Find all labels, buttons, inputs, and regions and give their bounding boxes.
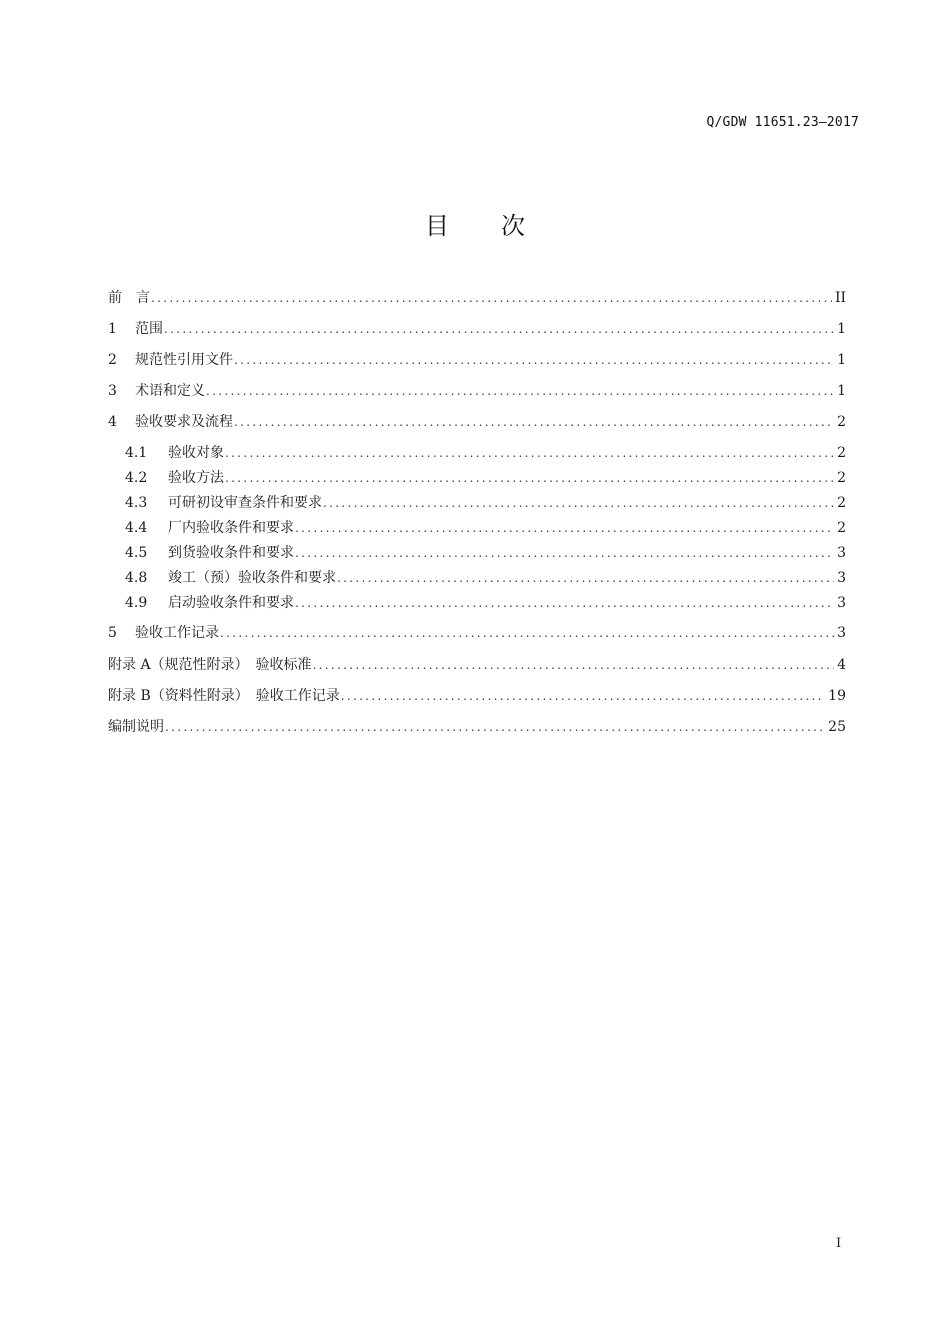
toc-entry-appendix-b[interactable] bbox=[108, 686, 846, 706]
toc-entry-2[interactable] bbox=[108, 350, 846, 370]
dot-leader bbox=[151, 288, 832, 308]
document-code: Q/GDW 11651.23—2017 bbox=[706, 115, 859, 130]
toc-entry-page: 1 bbox=[837, 321, 846, 337]
toc-entry-label: 验收要求及流程 bbox=[135, 414, 233, 430]
toc-entry-label: 竣工（预）验收条件和要求 bbox=[168, 570, 336, 586]
toc-entry-label: 附录 A（规范性附录） 验收标准 bbox=[108, 657, 312, 673]
dot-leader bbox=[234, 412, 834, 432]
toc-entry-page: 2 bbox=[837, 414, 846, 430]
toc-entry-number: 4 bbox=[108, 414, 117, 430]
toc-entry-4-8[interactable] bbox=[125, 568, 846, 588]
page-title bbox=[0, 206, 950, 241]
toc-entry-page: 2 bbox=[837, 495, 846, 511]
dot-leader bbox=[313, 655, 835, 675]
toc-entry-page: 3 bbox=[837, 595, 846, 611]
toc-entry-4[interactable] bbox=[108, 412, 846, 432]
toc-entry-page: 1 bbox=[837, 352, 846, 368]
toc-entry-number: 4.8 bbox=[125, 570, 148, 586]
dot-leader bbox=[341, 686, 825, 706]
toc-entry-number: 5 bbox=[108, 625, 117, 641]
dot-leader bbox=[206, 381, 834, 401]
toc-entry-appendix-a[interactable] bbox=[108, 655, 846, 675]
toc-entry-1[interactable] bbox=[108, 319, 846, 339]
toc-entry-number: 1 bbox=[108, 321, 117, 337]
toc-entry-explanation[interactable] bbox=[108, 717, 846, 737]
toc-entry-number: 3 bbox=[108, 383, 117, 399]
toc-entry-number: 4.5 bbox=[125, 545, 148, 561]
toc-entry-4-3[interactable] bbox=[125, 493, 846, 513]
toc-entry-page: 1 bbox=[837, 383, 846, 399]
toc-entry-number: 4.9 bbox=[125, 595, 148, 611]
page-number: I bbox=[836, 1236, 842, 1251]
toc-entry-number: 4.4 bbox=[125, 520, 148, 536]
dot-leader bbox=[225, 443, 834, 463]
toc-entry-label: 验收对象 bbox=[168, 445, 224, 461]
dot-leader bbox=[295, 593, 834, 613]
title-char-2: 次 bbox=[501, 212, 525, 240]
toc-entry-page: 19 bbox=[828, 688, 846, 704]
toc-entry-5[interactable] bbox=[108, 623, 846, 643]
toc-entry-page: 3 bbox=[837, 570, 846, 586]
toc-entry-number: 4.3 bbox=[125, 495, 148, 511]
toc-entry-label: 启动验收条件和要求 bbox=[168, 595, 294, 611]
toc-entry-4-9[interactable] bbox=[125, 593, 846, 613]
toc-entry-page: 2 bbox=[837, 445, 846, 461]
dot-leader bbox=[323, 493, 834, 513]
toc-entry-label: 前 言 bbox=[108, 290, 150, 306]
toc-entry-label: 厂内验收条件和要求 bbox=[168, 520, 294, 536]
toc-entry-page: 4 bbox=[837, 657, 846, 673]
dot-leader bbox=[295, 543, 834, 563]
toc-entry-label: 可研初设审查条件和要求 bbox=[168, 495, 322, 511]
toc-entry-page: 25 bbox=[828, 719, 846, 735]
toc-entry-label: 验收工作记录 bbox=[135, 625, 219, 641]
toc-entry-number: 4.1 bbox=[125, 445, 148, 461]
toc-entry-4-1[interactable] bbox=[125, 443, 846, 463]
toc-entry-page: 3 bbox=[837, 545, 846, 561]
toc-entry-label: 规范性引用文件 bbox=[135, 352, 233, 368]
toc-entry-label: 编制说明 bbox=[108, 719, 164, 735]
toc-entry-page: 2 bbox=[837, 470, 846, 486]
dot-leader bbox=[295, 518, 834, 538]
dot-leader bbox=[337, 568, 834, 588]
dot-leader bbox=[165, 717, 825, 737]
dot-leader bbox=[234, 350, 834, 370]
toc-entry-number: 2 bbox=[108, 352, 117, 368]
toc-entry-number: 4.2 bbox=[125, 470, 148, 486]
toc-entry-label: 到货验收条件和要求 bbox=[168, 545, 294, 561]
toc-entry-label: 术语和定义 bbox=[135, 383, 205, 399]
toc-entry-4-5[interactable] bbox=[125, 543, 846, 563]
toc-entry-page: II bbox=[834, 290, 846, 306]
toc-entry-label: 范围 bbox=[135, 321, 163, 337]
toc-entry-page: 2 bbox=[837, 520, 846, 536]
dot-leader bbox=[220, 623, 834, 643]
dot-leader bbox=[164, 319, 834, 339]
toc-entry-page: 3 bbox=[837, 625, 846, 641]
title-char-1: 目 bbox=[425, 212, 449, 240]
toc-entry-label: 附录 B（资料性附录） 验收工作记录 bbox=[108, 688, 340, 704]
toc-entry-4-2[interactable] bbox=[125, 468, 846, 488]
toc-entry-4-4[interactable] bbox=[125, 518, 846, 538]
toc-entry-label: 验收方法 bbox=[168, 470, 224, 486]
dot-leader bbox=[225, 468, 834, 488]
toc-entry-foreword[interactable] bbox=[108, 288, 846, 308]
toc-entry-3[interactable] bbox=[108, 381, 846, 401]
